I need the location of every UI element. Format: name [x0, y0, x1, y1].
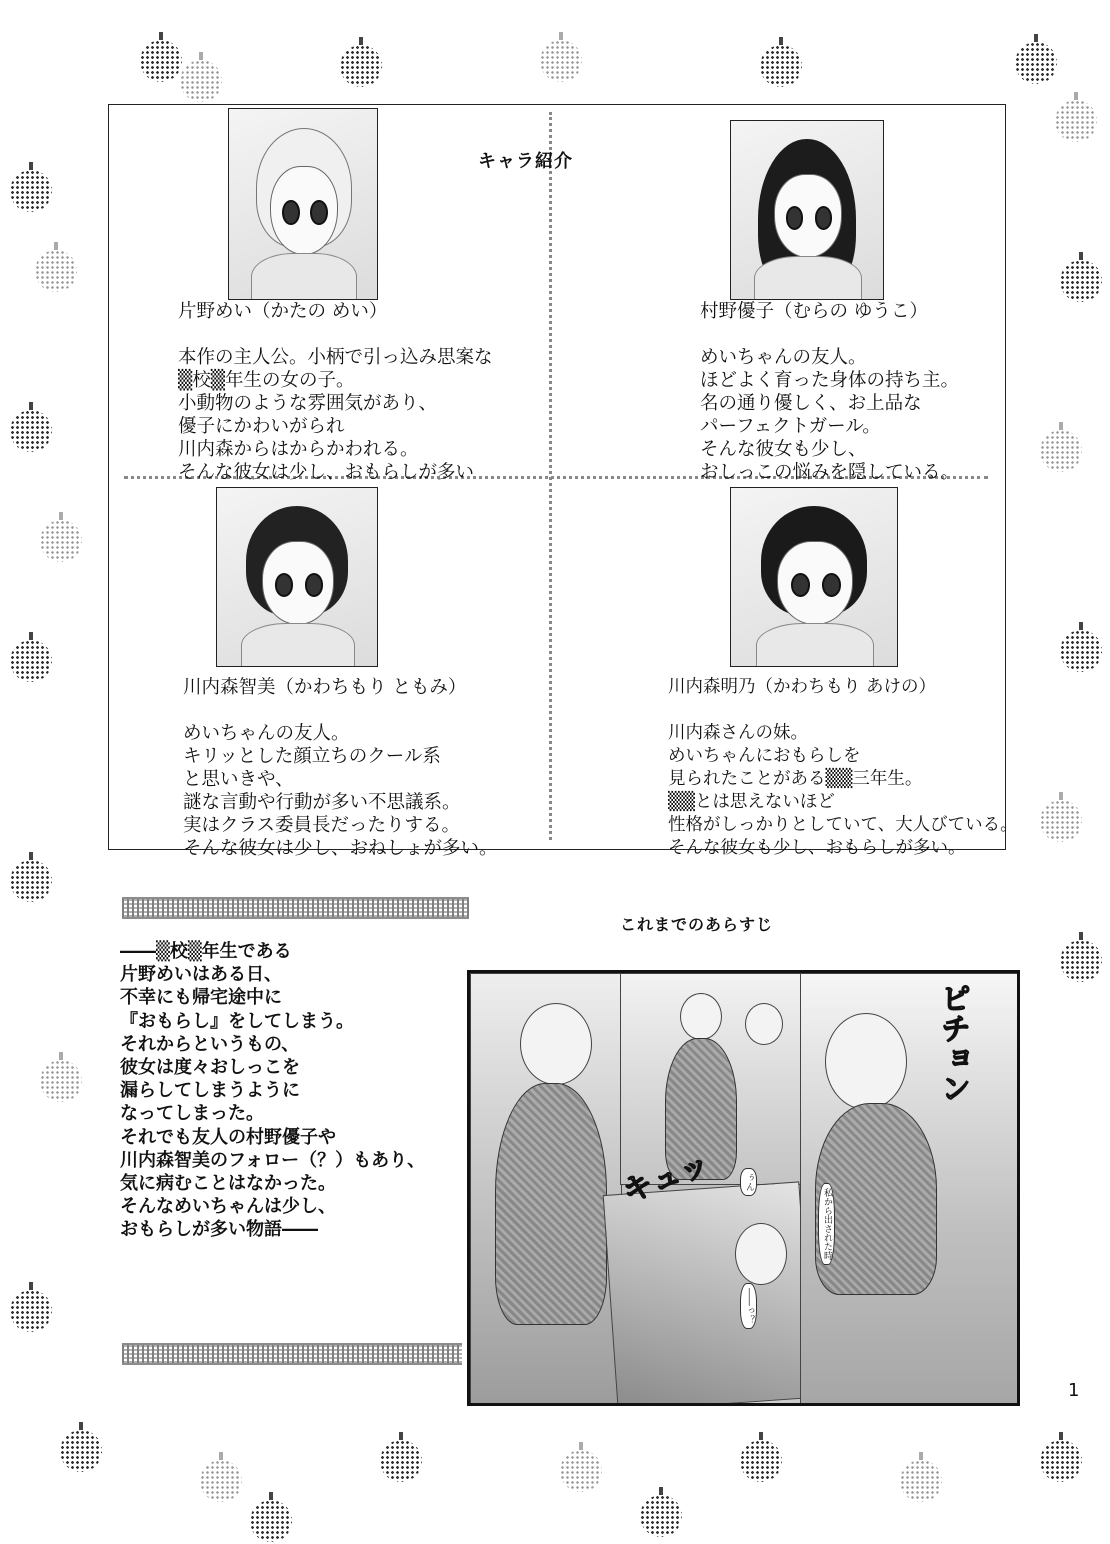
dot-motif-icon	[540, 40, 582, 82]
sfx-text: ピチョン	[935, 983, 970, 1103]
dot-motif-icon	[40, 520, 82, 562]
synopsis-line: そんなめいちゃんは少し、	[120, 1196, 336, 1218]
page-number: 1	[1068, 1380, 1080, 1401]
dot-motif-icon	[200, 1460, 242, 1502]
dot-motif-icon	[10, 640, 52, 682]
dot-motif-icon	[900, 1460, 942, 1502]
dot-motif-icon	[560, 1450, 602, 1492]
synopsis-line: それからというもの、	[120, 1033, 300, 1055]
description-line: ▒校▒年生の女の子。	[178, 370, 355, 391]
description-line: そんな彼女も少し、	[700, 439, 867, 460]
dot-motif-icon	[250, 1500, 292, 1542]
speech-balloon: 私から出された時	[818, 1183, 835, 1265]
synopsis-line: なってしまった。	[120, 1103, 264, 1125]
speech-balloon: ぅん	[740, 1168, 757, 1196]
figure-head	[745, 1003, 783, 1045]
dot-motif-icon	[10, 170, 52, 212]
synopsis-title: これまでのあらすじ	[620, 915, 774, 934]
description-line: 見られたことがある▒▒三年生。	[668, 769, 923, 789]
synopsis-line: 不幸にも帰宅途中に	[120, 987, 282, 1009]
description-line: そんな彼女は少し、おもらしが多い	[178, 462, 475, 483]
synopsis-line: 片野めいはある日、	[120, 964, 282, 986]
figure-head	[735, 1223, 787, 1285]
character-intro-title: キャラ紹介	[478, 151, 573, 172]
dot-motif-icon	[60, 1430, 102, 1472]
dot-motif-icon	[10, 860, 52, 902]
description-line: そんな彼女は少し、おねしょが多い。	[183, 838, 498, 859]
figure-head	[825, 1013, 907, 1110]
character-name: 片野めい（かたの めい）	[178, 301, 388, 322]
character-name: 川内森明乃（かわちもり あけの）	[668, 677, 937, 697]
synopsis-line: おもらしが多い物語――	[120, 1219, 318, 1241]
dot-motif-icon	[1040, 800, 1082, 842]
description-line: と思いきや、	[183, 769, 294, 790]
synopsis-line: 川内森智美のフォロー（？）もあり、	[120, 1149, 426, 1171]
dot-motif-icon	[1060, 940, 1102, 982]
figure-head	[680, 993, 722, 1040]
dot-motif-icon	[10, 1290, 52, 1332]
character-name: 村野優子（むらの ゆうこ）	[700, 301, 928, 322]
sfx-text: キュッ	[617, 1146, 715, 1211]
dot-motif-icon	[340, 45, 382, 87]
dot-motif-icon	[40, 1060, 82, 1102]
dot-motif-icon	[740, 1440, 782, 1482]
description-line: 性格がしっかりとしていて、大人びている。	[668, 815, 1018, 835]
description-line: 名の通り優しく、お上品な	[700, 393, 922, 414]
description-line: 優子にかわいがられ	[178, 416, 345, 437]
description-line: ▒▒とは思えないほど	[668, 792, 835, 812]
figure-body	[495, 1083, 607, 1325]
description-line: 小動物のような雰囲気があり、	[178, 393, 438, 414]
description-line: 川内森からはからかわれる。	[178, 439, 419, 460]
description-line: キリッとした顔立ちのクール系	[183, 746, 441, 767]
character-akeno	[668, 676, 1018, 860]
synopsis-line: 彼女は度々おしっこを	[120, 1057, 300, 1079]
description-line: そんな彼女も少し、おもらしが多い。	[668, 838, 966, 858]
portrait-yuko	[730, 120, 884, 300]
synopsis-line: 気に病むことはなかった。	[120, 1173, 336, 1195]
dot-motif-icon	[380, 1440, 422, 1482]
synopsis-line: 漏らしてしまうように	[120, 1080, 300, 1102]
character-name: 川内森智美（かわちもり ともみ）	[183, 677, 467, 698]
dot-motif-icon	[1055, 100, 1097, 142]
speech-balloon: ――っ？	[740, 1283, 757, 1329]
portrait-mei	[228, 108, 378, 300]
description-line: おしっこの悩みを隠している。	[700, 462, 960, 483]
synopsis-line: それでも友人の村野優子や	[120, 1126, 336, 1148]
portrait-akeno	[730, 487, 898, 667]
synopsis-text	[120, 940, 425, 1242]
manga-collage-image	[467, 970, 1020, 1406]
dot-motif-icon	[1060, 260, 1102, 302]
description-line: 実はクラス委員長だったりする。	[183, 815, 460, 836]
dot-motif-icon	[1060, 630, 1102, 672]
character-yuko	[700, 300, 959, 484]
description-line: 本作の主人公。小柄で引っ込み思案な	[178, 347, 493, 368]
character-tomomi	[183, 676, 498, 860]
description-line: めいちゃんにおもらしを	[668, 746, 861, 766]
dot-motif-icon	[640, 1495, 682, 1537]
description-line: ほどよく育った身体の持ち主。	[700, 370, 960, 391]
description-line: パーフェクトガール。	[700, 416, 881, 437]
dot-motif-icon	[760, 45, 802, 87]
dot-motif-icon	[1040, 1440, 1082, 1482]
lace-border-top	[122, 897, 469, 919]
character-mei	[178, 300, 493, 484]
dot-motif-icon	[180, 60, 222, 102]
dot-motif-icon	[35, 250, 77, 292]
dot-motif-icon	[1040, 430, 1082, 472]
portrait-tomomi	[216, 487, 378, 667]
figure-head	[520, 1003, 592, 1085]
lace-border-bottom	[122, 1343, 462, 1365]
description-line: めいちゃんの友人。	[700, 347, 867, 368]
dot-motif-icon	[10, 410, 52, 452]
dot-motif-icon	[1015, 42, 1057, 84]
description-line: 川内森さんの妹。	[668, 723, 808, 743]
dot-motif-icon	[140, 40, 182, 82]
panel-crouching-girl	[603, 1181, 815, 1406]
description-line: めいちゃんの友人。	[183, 723, 350, 744]
synopsis-line: ――▒校▒年生である	[120, 941, 292, 962]
synopsis-line: 『おもらし』をしてしまう。	[120, 1010, 354, 1032]
description-line: 謎な言動や行動が多い不思議系。	[183, 792, 461, 813]
